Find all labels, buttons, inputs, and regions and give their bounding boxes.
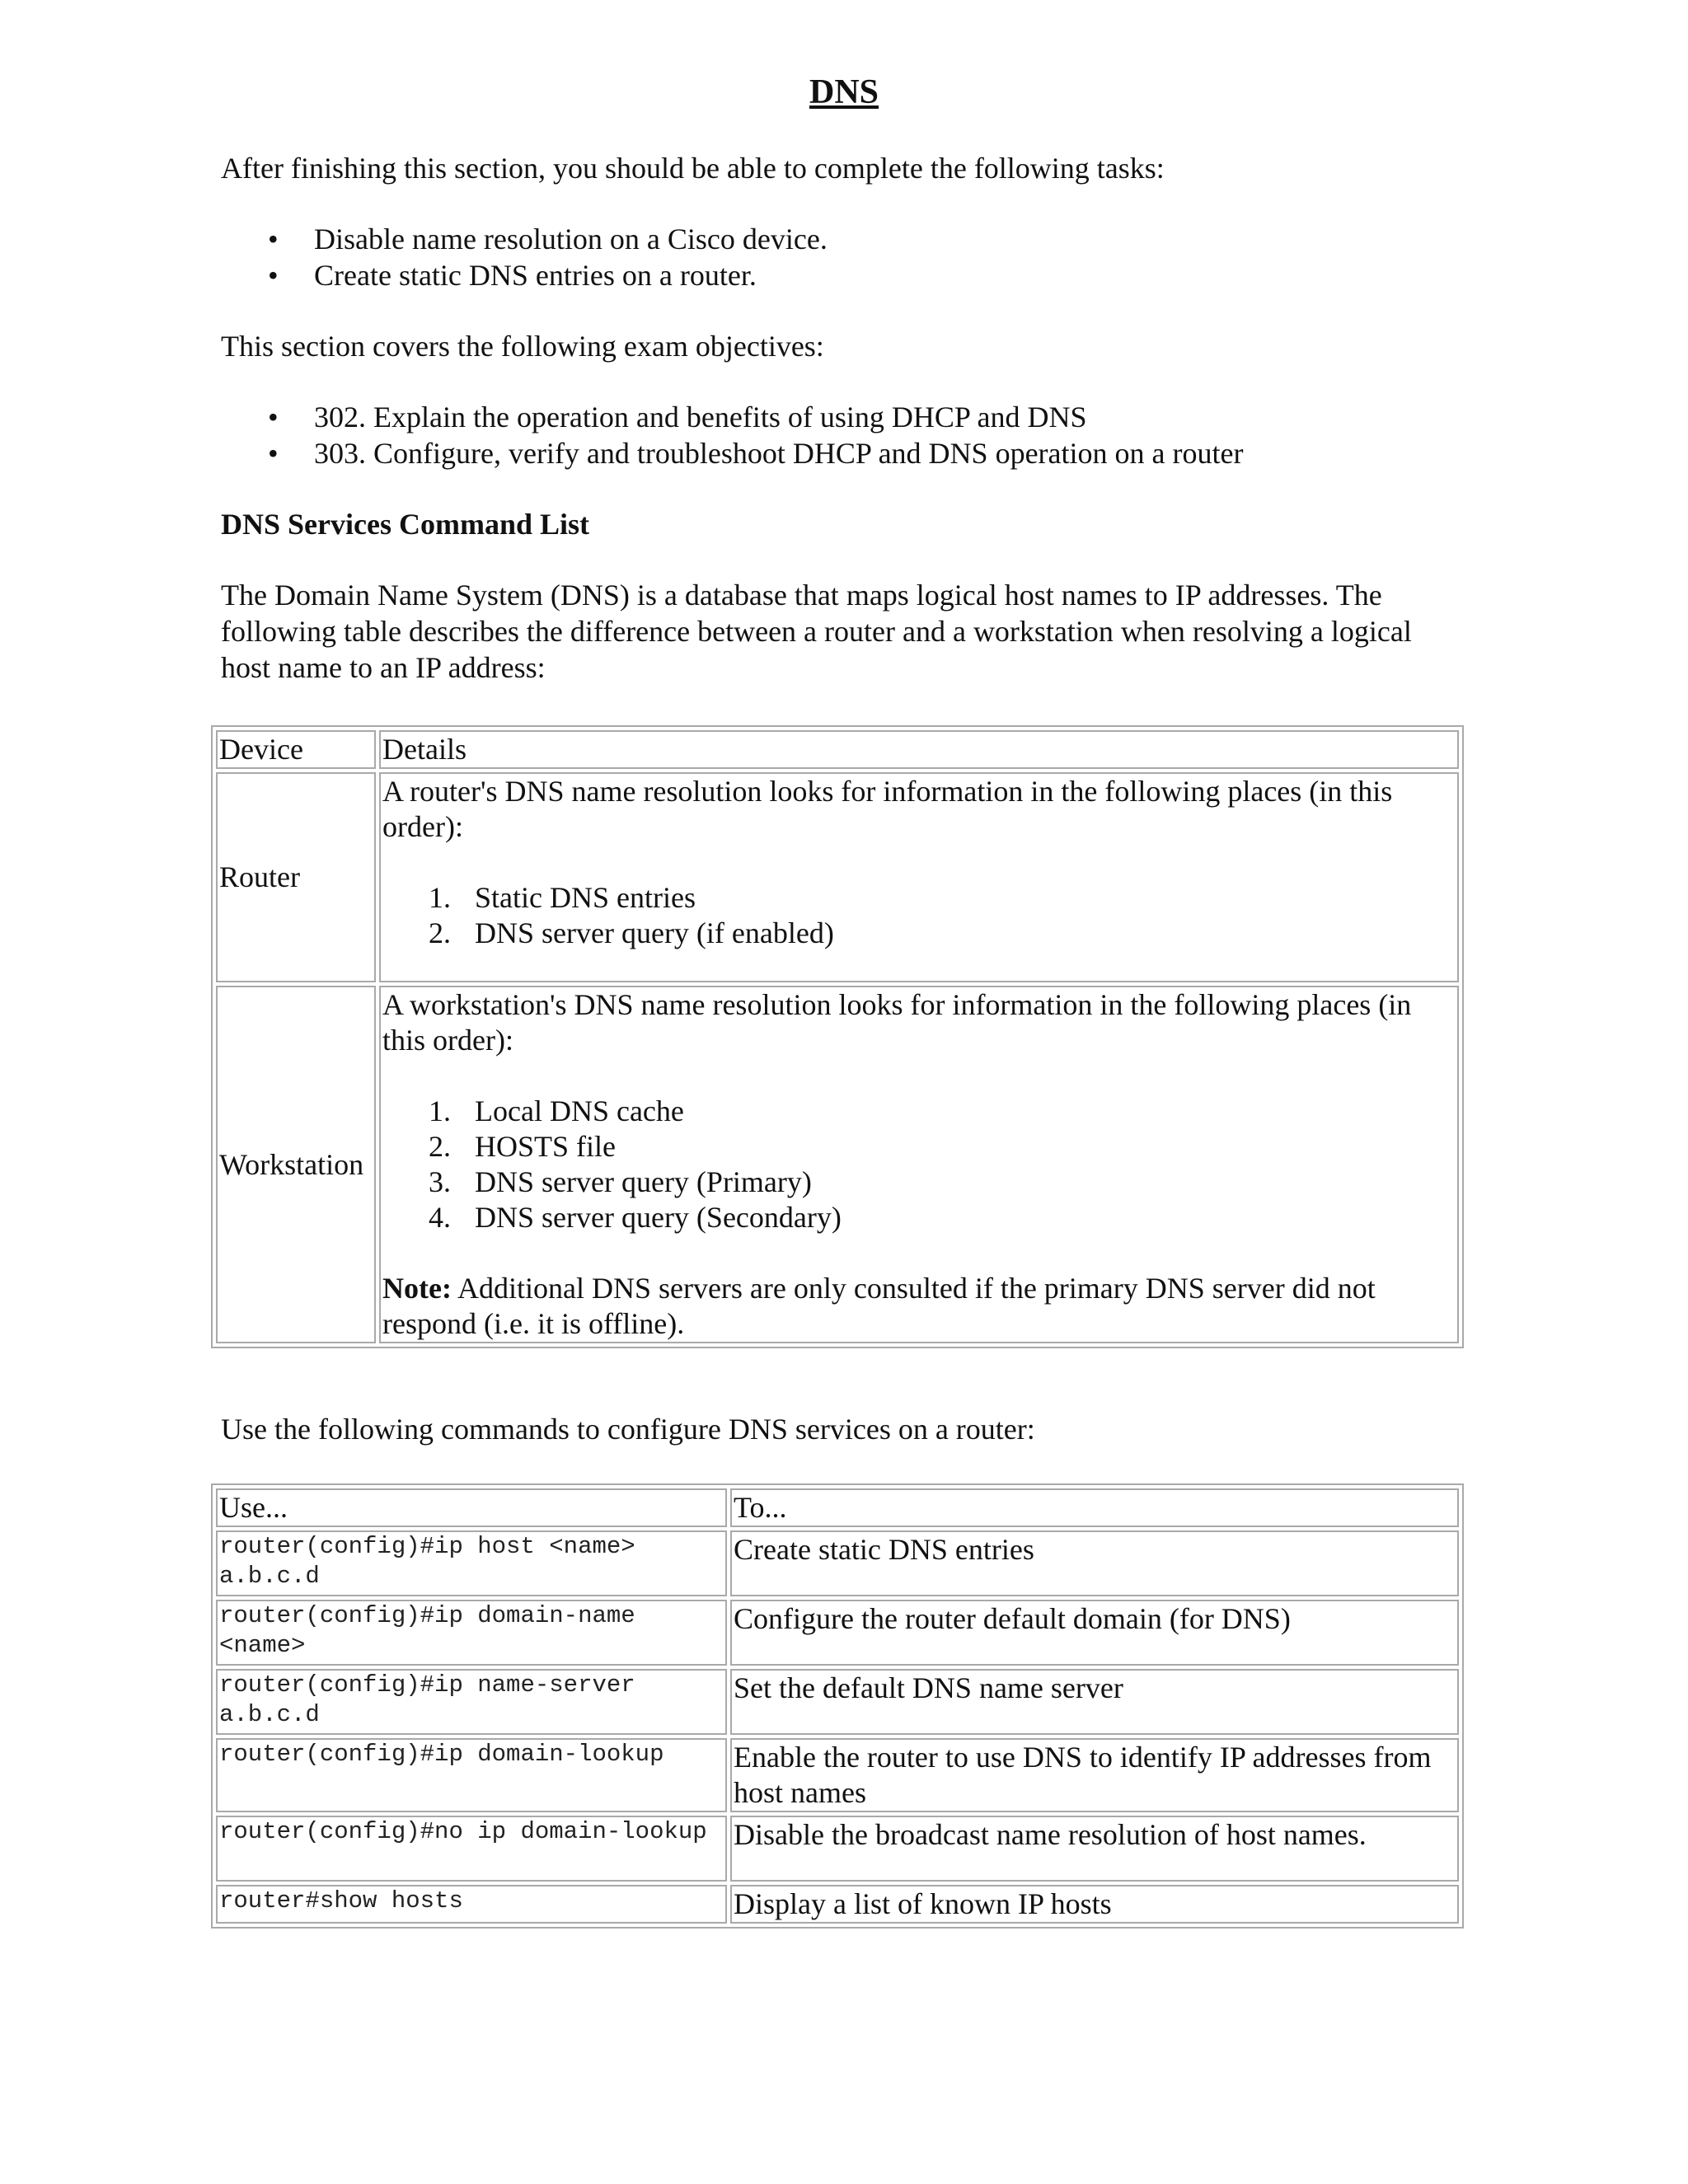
- task-item: • Disable name resolution on a Cisco device.: [268, 221, 828, 257]
- description-cell: Create static DNS entries: [730, 1530, 1459, 1596]
- router-intro: A router's DNS name resolution looks for information in the following places (in this order):: [382, 775, 1393, 843]
- list-item: 3. DNS server query (Primary): [429, 1165, 812, 1198]
- workstation-note: [382, 1271, 1456, 1342]
- header-to: To...: [730, 1488, 1459, 1527]
- section-heading: DNS Services Command List: [221, 508, 589, 541]
- note-label: Note:: [382, 1272, 452, 1305]
- header-use: Use...: [216, 1488, 727, 1527]
- router-details: [379, 772, 1459, 982]
- workstation-intro: A workstation's DNS name resolution looks for information in the following places (in this order):: [382, 988, 1412, 1057]
- list-item: 2. DNS server query (if enabled): [429, 916, 834, 949]
- objective-item: • 303. Configure, verify and troubleshoot DHCP and DNS operation on a router: [268, 435, 1243, 471]
- list-item: 2. HOSTS file: [429, 1130, 616, 1163]
- table-row: [216, 1600, 1459, 1666]
- router-row: [216, 772, 1459, 982]
- dns-description: The Domain Name System (DNS) is a database that maps logical host names to IP addresses. The following table describes the difference between a router and a workstation when resolving a logical host name to an IP address:: [221, 579, 1412, 684]
- command-cell: router(config)#ip host <name> a.b.c.d: [216, 1530, 727, 1596]
- objectives-intro: This section covers the following exam objectives:: [221, 330, 824, 363]
- description-cell: Enable the router to use DNS to identify IP addresses from host names: [730, 1738, 1459, 1812]
- device-workstation: Workstation: [216, 986, 376, 1343]
- workstation-details: [379, 986, 1459, 1343]
- router-steps: [382, 880, 1456, 951]
- objective-list: [268, 399, 1243, 471]
- table-row: [216, 1669, 1459, 1735]
- table-row: [216, 1885, 1459, 1924]
- list-item: 1. Local DNS cache: [429, 1094, 684, 1127]
- command-cell: router#show hosts: [216, 1885, 727, 1924]
- task-list: [268, 221, 828, 293]
- task-item: • Create static DNS entries on a router.: [268, 257, 828, 293]
- header-details: Details: [379, 730, 1459, 769]
- list-item: 1. Static DNS entries: [429, 881, 696, 914]
- command-cell: router(config)#ip domain-lookup: [216, 1738, 727, 1812]
- table-row: [216, 1530, 1459, 1596]
- description-cell: Set the default DNS name server: [730, 1669, 1459, 1735]
- device-table: [211, 725, 1464, 1348]
- table-header-row: [216, 1488, 1459, 1527]
- description-cell: Configure the router default domain (for DNS): [730, 1600, 1459, 1666]
- description-cell: Display a list of known IP hosts: [730, 1885, 1459, 1924]
- device-router: Router: [216, 772, 376, 982]
- header-device: Device: [216, 730, 376, 769]
- command-cell: router(config)#ip domain-name <name>: [216, 1600, 727, 1666]
- list-item: 4. DNS server query (Secondary): [429, 1201, 842, 1234]
- table-row: [216, 1738, 1459, 1812]
- page-title: DNS: [809, 73, 879, 111]
- workstation-steps: [382, 1094, 1456, 1235]
- command-cell: router(config)#ip name-server a.b.c.d: [216, 1669, 727, 1735]
- objective-item: • 302. Explain the operation and benefits of using DHCP and DNS: [268, 399, 1243, 435]
- intro-text: After finishing this section, you should be able to complete the following tasks:: [221, 152, 1165, 185]
- note-text: Additional DNS servers are only consulted if the primary DNS server did not respond (i.e. it is offline).: [382, 1272, 1376, 1340]
- description-cell: Disable the broadcast name resolution of host names.: [730, 1816, 1459, 1882]
- command-table: [211, 1483, 1464, 1929]
- table-header-row: [216, 730, 1459, 769]
- table-row: [216, 1816, 1459, 1882]
- command-cell: router(config)#no ip domain-lookup: [216, 1816, 727, 1882]
- workstation-row: [216, 986, 1459, 1343]
- commands-intro: Use the following commands to configure DNS services on a router:: [221, 1413, 1035, 1446]
